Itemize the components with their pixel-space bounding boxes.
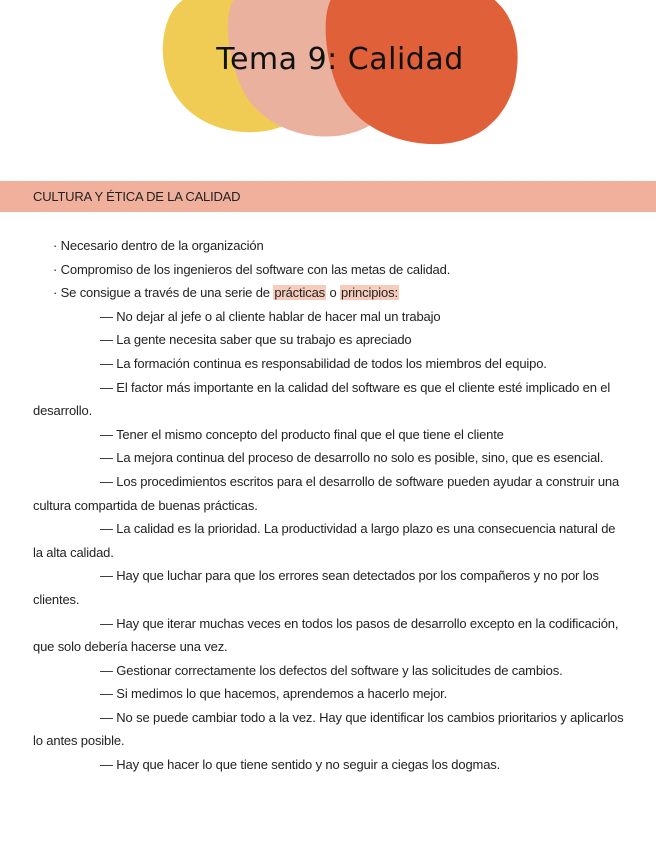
- practice-item: — Hay que hacer lo que tiene sentido y no seguir a ciegas los dogmas.: [100, 757, 501, 773]
- bullet-item: [33, 281, 625, 305]
- bullet-text: o: [326, 285, 341, 301]
- content-body: [33, 234, 625, 777]
- bullet-item: · Necesario dentro de la organización: [53, 238, 264, 253]
- highlight-practicas: prácticas: [274, 285, 326, 301]
- practice-item: — Los procedimientos escritos para el desarrollo de software pueden ayudar a construir una cultura compartida de buenas prácticas.: [33, 473, 620, 513]
- decorative-blobs: [0, 0, 656, 160]
- section-title: CULTURA Y ÉTICA DE LA CALIDAD: [33, 189, 241, 204]
- practice-item: — Tener el mismo concepto del producto final que el que tiene el cliente: [100, 426, 504, 442]
- practice-item: — Gestionar correctamente los defectos del software y las solicitudes de cambios.: [100, 662, 563, 678]
- highlight-principios: principios:: [341, 285, 398, 301]
- practice-item: — No se puede cambiar todo a la vez. Hay que identificar los cambios prioritarios y aplicarlos lo antes posible.: [33, 709, 624, 749]
- practice-item: — La mejora continua del proceso de desarrollo no solo es posible, sino, que es esencial.: [100, 450, 604, 466]
- bullet-text: · Se consigue a través de una serie de: [53, 285, 274, 301]
- practice-item: — La formación continua es responsabilidad de todos los miembros del equipo.: [100, 355, 547, 371]
- practice-item: — Hay que iterar muchas veces en todos los pasos de desarrollo excepto en la codificación, que solo debería hacerse una vez.: [33, 615, 619, 655]
- practice-item: — La gente necesita saber que su trabajo es apreciado: [100, 332, 412, 348]
- practice-item: — No dejar al jefe o al cliente hablar de hacer mal un trabajo: [100, 308, 441, 324]
- bullet-item: · Compromiso de los ingenieros del software con las metas de calidad.: [53, 261, 451, 277]
- page-title: Tema 9: Calidad: [216, 42, 464, 77]
- practice-item: — Si medimos lo que hacemos, aprendemos a hacerlo mejor.: [100, 686, 448, 702]
- practice-item: — El factor más importante en la calidad del software es que el cliente esté implicado en el desarrollo.: [33, 379, 611, 419]
- practice-item: — Hay que luchar para que los errores sean detectados por los compañeros y no por los clientes.: [33, 568, 599, 607]
- practice-item: — La calidad es la prioridad. La productividad a largo plazo es una consecuencia natural de la alta calidad.: [33, 521, 616, 560]
